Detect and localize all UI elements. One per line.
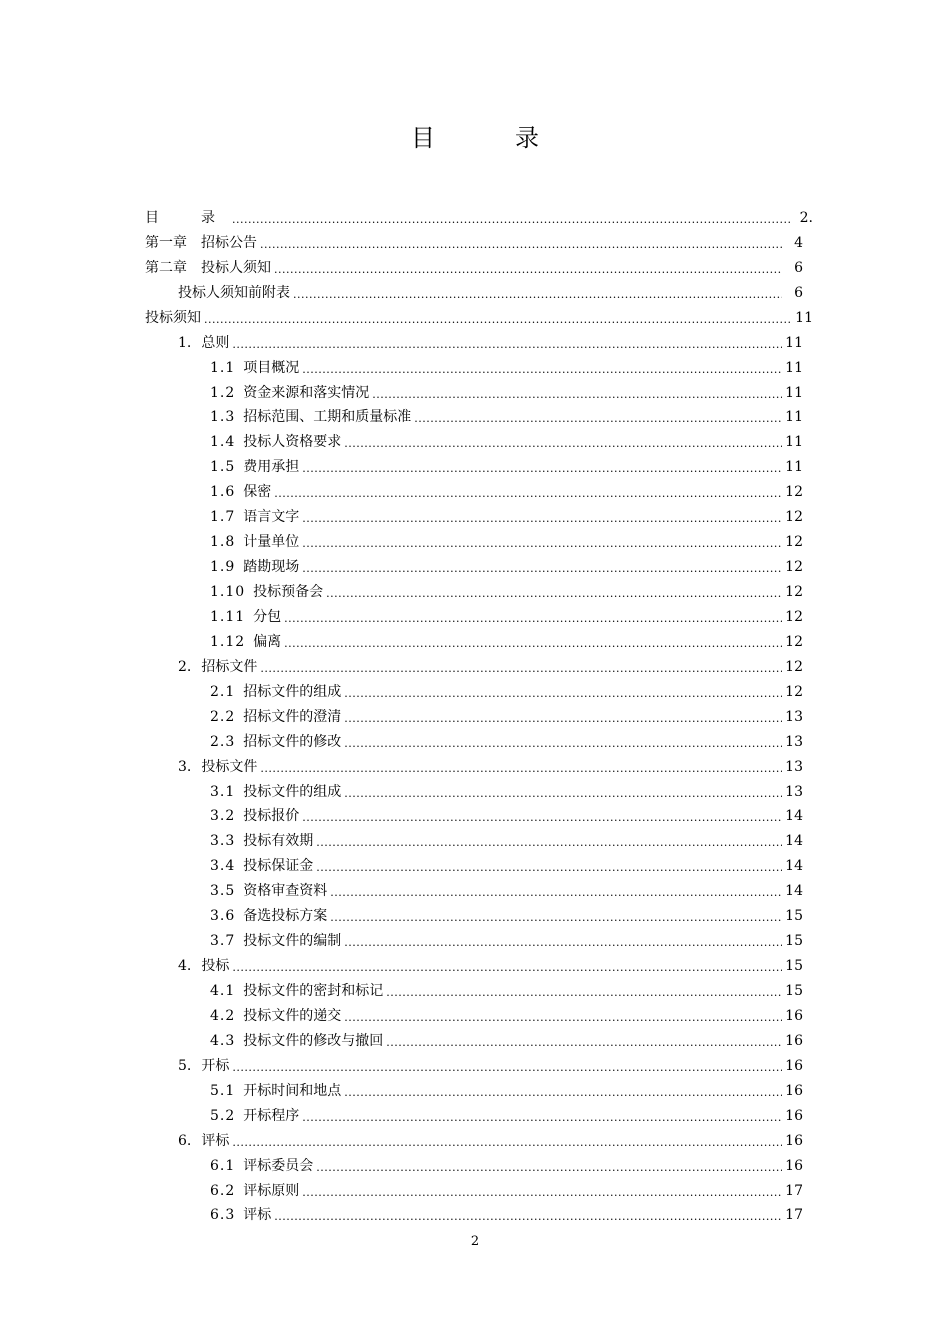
- toc-entry-label: 踏勘现场: [243, 559, 300, 576]
- toc-entry-page: 6: [794, 259, 803, 276]
- toc-entry[interactable]: [145, 1075, 813, 1100]
- toc-entry-number: 1.6: [210, 484, 236, 501]
- toc-entry-number: 1.7: [210, 509, 236, 526]
- toc-entry[interactable]: [145, 402, 813, 427]
- toc-entry-label: 投标预备会: [253, 584, 324, 600]
- toc-entry-number: 1.5: [210, 459, 236, 476]
- toc-entry-label: 投标: [201, 958, 230, 975]
- toc-entry-label: 投标人须知前附表: [178, 284, 290, 301]
- toc-dot-leader: [204, 313, 792, 327]
- toc-entry-label: 投标文件的修改与撤回: [243, 1032, 384, 1049]
- toc-entry[interactable]: [145, 701, 813, 726]
- toc-dot-leader: [302, 462, 782, 476]
- toc-dot-leader: [372, 388, 782, 402]
- toc-entry-number: 1.10: [210, 584, 246, 600]
- toc-entry-page: 12: [785, 534, 803, 551]
- toc-entry-label: 投标须知: [145, 309, 201, 326]
- toc-entry-label: 投标报价: [243, 808, 300, 825]
- toc-entry-page: 12: [785, 658, 803, 675]
- toc-entry-page: 16: [785, 1057, 803, 1074]
- toc-entry-page: 15: [785, 933, 803, 950]
- toc-dot-leader: [260, 662, 782, 676]
- toc-entry-page: 13: [785, 733, 803, 750]
- toc-entry[interactable]: [145, 302, 813, 327]
- toc-entry-label: 投标保证金: [243, 858, 314, 875]
- toc-dot-leader: [274, 263, 782, 277]
- toc-entry-label: 资金来源和落实情况: [243, 384, 370, 401]
- toc-entry[interactable]: [145, 875, 813, 900]
- toc-entry-label: 投标文件的编制: [243, 933, 342, 950]
- toc-dot-leader: [302, 512, 782, 526]
- toc-dot-leader: [344, 687, 782, 701]
- toc-entry[interactable]: [145, 825, 813, 850]
- toc-entry-page: 12: [785, 633, 803, 650]
- toc-entry-page: 16: [785, 1157, 803, 1174]
- toc-dot-leader: [316, 861, 782, 875]
- toc-entry[interactable]: [145, 751, 813, 776]
- toc-dot-leader: [326, 587, 782, 601]
- toc-entry-label: 分包: [253, 608, 282, 625]
- toc-entry-number: 1.3: [210, 409, 236, 426]
- toc-dot-leader: [344, 1011, 782, 1025]
- toc-entry-page: 2.: [799, 209, 813, 226]
- toc-entry-page: 11: [785, 359, 803, 376]
- toc-entry[interactable]: [145, 451, 813, 476]
- toc-entry[interactable]: [145, 227, 813, 252]
- toc-entry-label: 评标: [243, 1207, 272, 1224]
- toc-entry-label: 目 录: [145, 209, 229, 226]
- toc-entry-number: 4.3: [210, 1032, 236, 1049]
- toc-entry-number: 1.11: [210, 608, 246, 625]
- toc-entry-label: 第二章 投标人须知: [145, 259, 271, 276]
- toc-entry-number: 6.1: [210, 1157, 236, 1174]
- toc-entry-number: 3.7: [210, 933, 236, 950]
- toc-entry-number: 5.1: [210, 1082, 236, 1099]
- toc-entry[interactable]: [145, 900, 813, 925]
- toc-entry-number: 1.2: [210, 384, 236, 401]
- toc-entry-label: 项目概况: [243, 359, 300, 376]
- toc-dot-leader: [284, 612, 782, 626]
- toc-entry-label: 第一章 招标公告: [145, 234, 257, 251]
- toc-entry-label: 计量单位: [243, 534, 300, 551]
- toc-dot-leader: [232, 338, 782, 352]
- toc-entry-label: 投标人资格要求: [243, 434, 342, 451]
- toc-entry-number: 4.: [178, 958, 192, 975]
- toc-entry-page: 12: [785, 584, 803, 600]
- toc-entry-number: 3.6: [210, 908, 236, 925]
- toc-entry-page: 16: [785, 1107, 803, 1124]
- toc-dot-leader: [302, 562, 782, 576]
- toc-dot-leader: [274, 1210, 782, 1224]
- page-title: 目 录: [411, 124, 567, 152]
- toc-entry[interactable]: [145, 1050, 813, 1075]
- toc-entry-number: 2.1: [210, 683, 236, 700]
- toc-dot-leader: [232, 1061, 782, 1075]
- toc-entry-page: 11: [785, 334, 803, 351]
- toc-entry-page: 14: [785, 858, 803, 875]
- toc-entry-label: 保密: [243, 484, 272, 501]
- toc-entry-label: 评标原则: [243, 1182, 300, 1199]
- toc-entry[interactable]: [145, 676, 813, 701]
- toc-entry-page: 13: [785, 783, 803, 800]
- toc-entry-page: 17: [785, 1182, 803, 1199]
- toc-entry-page: 12: [785, 559, 803, 576]
- toc-entry-page: 15: [785, 908, 803, 925]
- toc-entry-label: 招标文件的修改: [243, 733, 342, 750]
- toc-entry-page: 16: [785, 1132, 803, 1149]
- toc-entry-page: 4: [794, 234, 803, 251]
- toc-entry[interactable]: [145, 1150, 813, 1175]
- toc-entry-number: 1.12: [210, 633, 246, 650]
- toc-entry-page: 12: [785, 509, 803, 526]
- toc-dot-leader: [302, 811, 782, 825]
- toc-entry[interactable]: [145, 1125, 813, 1150]
- toc-entry-label: 评标: [201, 1132, 230, 1149]
- toc-entry[interactable]: [145, 501, 813, 526]
- toc-entry[interactable]: [145, 526, 813, 551]
- toc-entry-page: 11: [785, 459, 803, 476]
- toc-entry-label: 招标文件: [201, 658, 258, 675]
- toc-entry-page: 13: [785, 708, 803, 725]
- toc-entry-number: 5.: [178, 1057, 192, 1074]
- toc-dot-leader: [414, 412, 782, 426]
- toc-entry-label: 投标文件的密封和标记: [243, 983, 384, 999]
- toc-entry-number: 5.2: [210, 1107, 236, 1124]
- toc-entry-number: 1.4: [210, 434, 236, 451]
- toc-entry[interactable]: [145, 327, 813, 352]
- toc-entry[interactable]: [145, 1200, 813, 1225]
- toc-entry-page: 11: [785, 384, 803, 401]
- toc-entry-number: 6.2: [210, 1182, 236, 1199]
- toc-entry-number: 2.: [178, 658, 192, 675]
- toc-entry-label: 投标文件的组成: [243, 783, 342, 800]
- toc-entry-label: 招标文件的组成: [243, 683, 342, 700]
- toc-entry-number: 3.5: [210, 883, 236, 900]
- toc-dot-leader: [330, 911, 782, 925]
- toc-dot-leader: [344, 437, 782, 451]
- toc-entry[interactable]: [145, 352, 813, 377]
- toc-entry[interactable]: [145, 277, 813, 302]
- toc-entry-page: 12: [785, 484, 803, 501]
- toc-entry-label: 投标文件的递交: [243, 1007, 342, 1024]
- toc-dot-leader: [260, 762, 782, 776]
- toc-entry-label: 语言文字: [243, 509, 300, 526]
- toc-entry[interactable]: [145, 1000, 813, 1025]
- toc-entry[interactable]: [145, 426, 813, 451]
- toc-dot-leader: [344, 712, 782, 726]
- toc-entry-label: 费用承担: [243, 459, 300, 476]
- toc-entry-label: 开标时间和地点: [243, 1082, 342, 1099]
- toc-entry-number: 6.: [178, 1132, 192, 1149]
- toc-entry-page: 13: [785, 758, 803, 775]
- toc-entry-label: 开标: [201, 1057, 230, 1074]
- toc-entry[interactable]: [145, 925, 813, 950]
- toc-entry-label: 偏离: [253, 633, 282, 650]
- toc-entry-page: 14: [785, 883, 803, 900]
- toc-dot-leader: [344, 787, 782, 801]
- toc-dot-leader: [344, 936, 782, 950]
- toc-entry[interactable]: [145, 950, 813, 975]
- toc-dot-leader: [302, 1111, 782, 1125]
- toc-entry[interactable]: [145, 626, 813, 651]
- toc-entry-number: 2.2: [210, 708, 236, 725]
- toc-entry-number: 3.4: [210, 858, 236, 875]
- toc-entry-page: 14: [785, 833, 803, 850]
- toc-dot-leader: [316, 1161, 782, 1175]
- toc-dot-leader: [386, 1036, 782, 1050]
- toc-entry-page: 15: [785, 983, 803, 999]
- toc-entry-label: 总则: [201, 334, 230, 351]
- toc-entry-label: 开标程序: [243, 1107, 300, 1124]
- toc-entry-number: 4.2: [210, 1007, 236, 1024]
- toc-dot-leader: [316, 836, 782, 850]
- toc-entry-label: 招标文件的澄清: [243, 708, 342, 725]
- toc-entry[interactable]: [145, 1175, 813, 1200]
- toc-entry-number: 1.1: [210, 359, 236, 376]
- toc-dot-leader: [232, 213, 792, 227]
- toc-entry-page: 11: [785, 409, 803, 426]
- toc-entry-label: 评标委员会: [243, 1157, 314, 1174]
- toc-entry[interactable]: [145, 551, 813, 576]
- toc-dot-leader: [232, 961, 782, 975]
- toc-entry-number: 3.3: [210, 833, 236, 850]
- toc-entry[interactable]: [145, 975, 813, 1000]
- toc-entry[interactable]: [145, 850, 813, 875]
- toc-entry-number: 1.8: [210, 534, 236, 551]
- toc-dot-leader: [260, 238, 782, 252]
- toc-entry-number: 6.3: [210, 1207, 236, 1224]
- toc-entry-page: 16: [785, 1082, 803, 1099]
- toc-entry-label: 投标有效期: [243, 833, 314, 850]
- toc-entry-number: 3.1: [210, 783, 236, 800]
- toc-entry-label: 备选投标方案: [243, 908, 328, 925]
- toc-dot-leader: [344, 1086, 782, 1100]
- toc-entry[interactable]: [145, 776, 813, 801]
- toc-entry[interactable]: [145, 1100, 813, 1125]
- toc-entry[interactable]: [145, 576, 813, 601]
- toc-entry-page: 15: [785, 958, 803, 975]
- toc-dot-leader: [232, 1136, 782, 1150]
- toc-dot-leader: [386, 986, 782, 1000]
- toc-entry-page: 11: [785, 434, 803, 451]
- toc-entry-label: 投标文件: [201, 758, 258, 775]
- toc-dot-leader: [302, 537, 782, 551]
- toc-entry-page: 6: [794, 284, 803, 301]
- toc-entry[interactable]: [145, 801, 813, 826]
- toc-entry-number: 1.9: [210, 559, 236, 576]
- toc-entry-page: 14: [785, 808, 803, 825]
- toc-dot-leader: [284, 637, 782, 651]
- toc-entry-number: 2.3: [210, 733, 236, 750]
- toc-entry[interactable]: [145, 252, 813, 277]
- toc-entry-page: 12: [785, 608, 803, 625]
- page-number: 2: [470, 1234, 480, 1249]
- toc-entry-number: 3.2: [210, 808, 236, 825]
- toc-entry-number: 1.: [178, 334, 192, 351]
- toc-dot-leader: [302, 1186, 782, 1200]
- toc-entry-page: 16: [785, 1032, 803, 1049]
- toc-entry-page: 17: [785, 1207, 803, 1224]
- toc-entry[interactable]: [145, 601, 813, 626]
- toc-entry-page: 11: [795, 309, 813, 326]
- toc-entry-label: 资格审查资料: [243, 883, 328, 900]
- toc-dot-leader: [344, 737, 782, 751]
- toc-entry[interactable]: [145, 202, 813, 227]
- table-of-contents: [145, 202, 813, 1224]
- toc-entry[interactable]: [145, 651, 813, 676]
- toc-entry[interactable]: [145, 1025, 813, 1050]
- toc-dot-leader: [302, 363, 782, 377]
- toc-dot-leader: [330, 886, 782, 900]
- toc-dot-leader: [274, 487, 782, 501]
- toc-entry-page: 16: [785, 1007, 803, 1024]
- toc-entry[interactable]: [145, 476, 813, 501]
- toc-entry[interactable]: [145, 726, 813, 751]
- toc-dot-leader: [293, 288, 782, 302]
- toc-entry[interactable]: [145, 377, 813, 402]
- toc-entry-label: 招标范围、工期和质量标准: [243, 409, 412, 426]
- toc-entry-page: 12: [785, 683, 803, 700]
- toc-entry-number: 3.: [178, 758, 192, 775]
- toc-entry-number: 4.1: [210, 983, 236, 999]
